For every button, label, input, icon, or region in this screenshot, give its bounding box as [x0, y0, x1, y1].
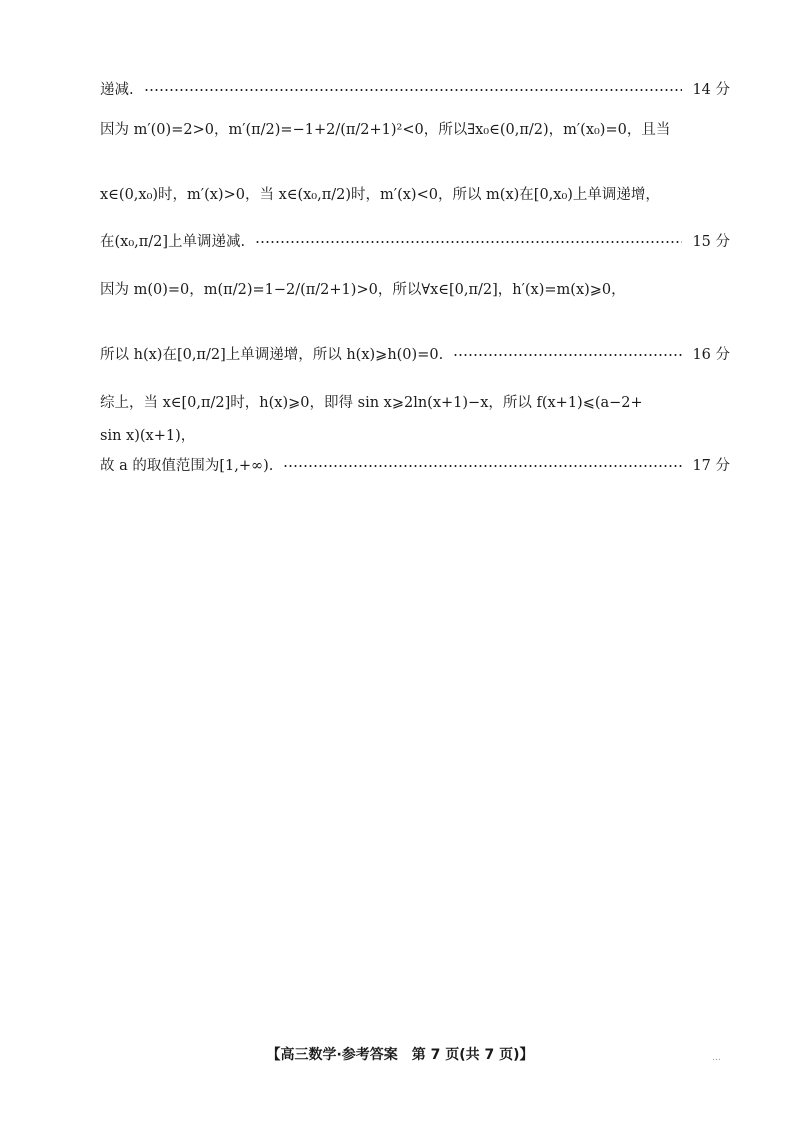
solution-text: 因为 m(0)=0，m(π/2)=1−2/(π/2+1)>0，所以∀x∈[0,π/2]，h′(x)=m(x)⩾0，: [100, 282, 626, 298]
solution-line-9: [100, 456, 730, 476]
solution-line-8: [100, 426, 730, 446]
score-label: 17 分: [692, 458, 730, 474]
solution-line-7: [100, 393, 730, 413]
dot-leader: [255, 241, 682, 243]
solution-text: sin x)(x+1)，: [100, 428, 196, 444]
solution-text: 因为 m′(0)=2>0，m′(π/2)=−1+2/(π/2+1)²<0，所以∃x₀∈(0,π/2)，m′(x₀)=0，且当: [100, 122, 671, 138]
solution-line-5: [100, 280, 730, 300]
solution-line-4: [100, 232, 730, 252]
score-label: 16 分: [692, 347, 730, 363]
solution-line-6: [100, 345, 730, 365]
dot-leader: [144, 89, 683, 91]
solution-text: 所以 h(x)在[0,π/2]上单调递增，所以 h(x)⩾h(0)=0.: [100, 347, 444, 363]
score-label: 14 分: [692, 82, 730, 98]
dot-leader: [283, 465, 682, 467]
solution-line-1: [100, 80, 730, 100]
solution-text: 递减.: [100, 82, 134, 98]
solution-text: x∈(0,x₀)时，m′(x)>0，当 x∈(x₀,π/2)时，m′(x)<0，所以 m(x)在[0,x₀)上单调递增，: [100, 187, 660, 203]
solution-text: 故 a 的取值范围为[1,+∞).: [100, 458, 274, 474]
corner-mark: …: [712, 1053, 721, 1063]
solution-text: 综上，当 x∈[0,π/2]时，h(x)⩾0，即得 sin x⩾2ln(x+1)−x，所以 f(x+1)⩽(a−2+: [100, 395, 643, 411]
solution-text: 在(x₀,π/2]上单调递减.: [100, 234, 246, 250]
dot-leader: [453, 354, 682, 356]
solution-line-3: [100, 185, 730, 205]
page-footer: 【高三数学·参考答案 第 7 页(共 7 页)】: [266, 1047, 534, 1063]
score-label: 15 分: [692, 234, 730, 250]
solution-line-2: [100, 120, 730, 140]
